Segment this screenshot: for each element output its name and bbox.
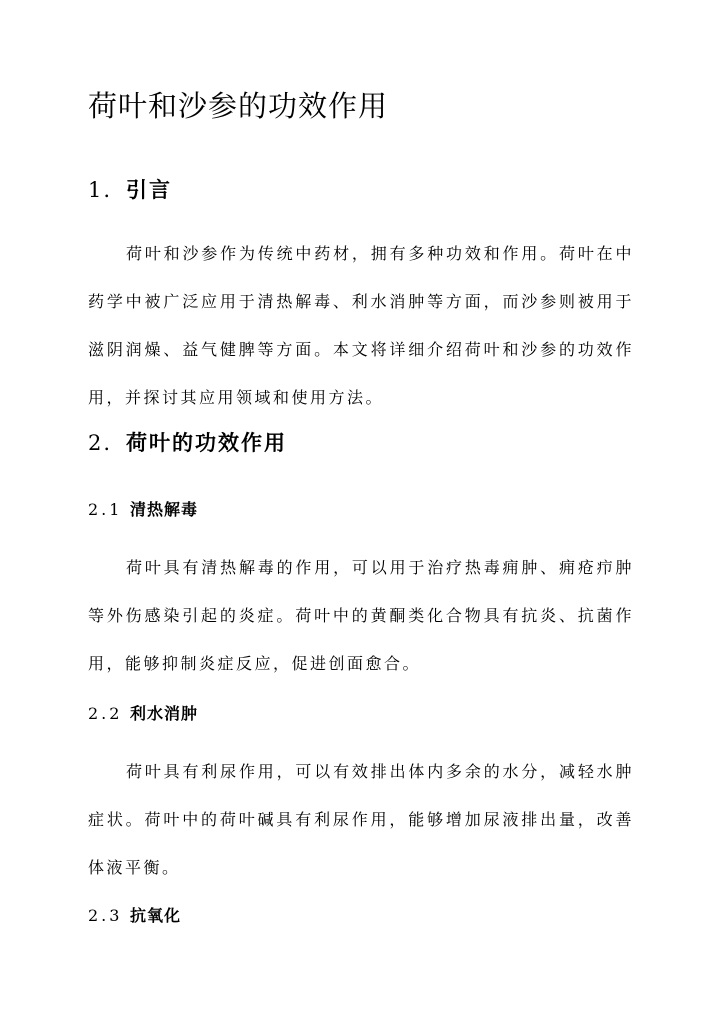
section-heading-lotus-leaf — [88, 428, 287, 458]
subsection-title: 利水消肿 — [130, 704, 199, 723]
section-title: 荷叶的功效作用 — [126, 430, 287, 455]
detox-paragraph: 荷叶具有清热解毒的作用，可以用于治疗热毒痈肿、痈疮疖肿等外伤感染引起的炎症。荷叶中的黄酮类化合物具有抗炎、抗菌作用，能够抑制炎症反应，促进创面愈合。 — [88, 558, 634, 673]
section-number: 1. — [88, 178, 113, 202]
subsection-number: 2.3 — [88, 906, 123, 925]
section-number: 2. — [88, 431, 113, 455]
section-heading-intro — [88, 175, 172, 205]
document-title: 荷叶和沙参的功效作用 — [88, 89, 389, 123]
section-title: 引言 — [126, 177, 172, 202]
subsection-heading-diuretic — [88, 702, 198, 726]
diuretic-paragraph: 荷叶具有利尿作用，可以有效排出体内多余的水分，减轻水肿症状。荷叶中的荷叶碱具有利尿作用，能够增加尿液排出量，改善体液平衡。 — [88, 762, 634, 877]
subsection-heading-antioxidant — [88, 904, 181, 928]
subsection-heading-detox — [88, 498, 198, 522]
intro-paragraph: 荷叶和沙参作为传统中药材，拥有多种功效和作用。荷叶在中药学中被广泛应用于清热解毒、利水消肿等方面，而沙参则被用于滋阴润燥、益气健脾等方面。本文将详细介绍荷叶和沙参的功效作用，并探讨其应用领域和使用方法。 — [88, 244, 634, 407]
subsection-number: 2.2 — [88, 704, 123, 723]
subsection-number: 2.1 — [88, 500, 123, 519]
subsection-title: 抗氧化 — [130, 906, 182, 925]
subsection-title: 清热解毒 — [130, 500, 199, 519]
